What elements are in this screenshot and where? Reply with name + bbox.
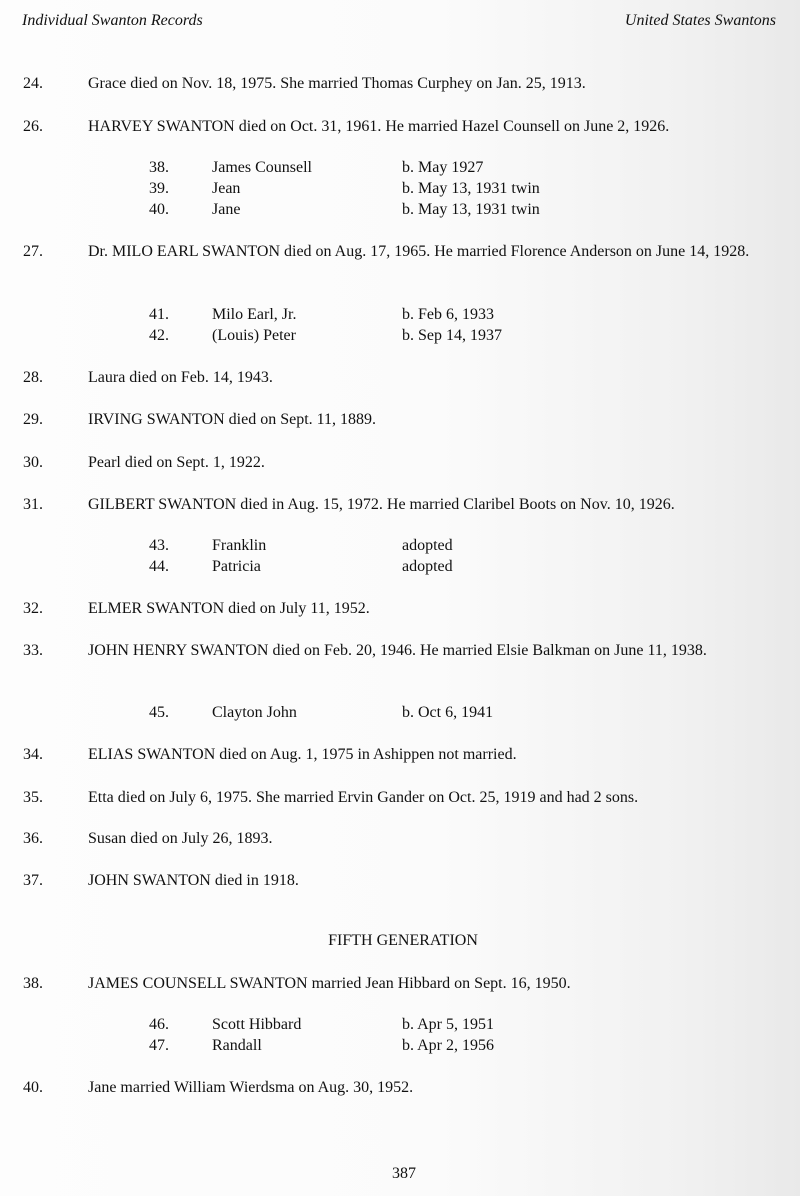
child-name: Clayton John [212,704,297,721]
record-text: Pearl died on Sept. 1, 1922. [88,454,265,471]
record-number: 26. [23,118,43,135]
record-number: 34. [23,746,43,763]
record-text: GILBERT SWANTON died in Aug. 15, 1972. He married Claribel Boots on Nov. 10, 1926. [88,496,675,513]
child-number: 45. [149,704,169,721]
record-text: Jane married William Wierdsma on Aug. 30, 1952. [88,1079,414,1096]
child-birth-info: b. Apr 2, 1956 [402,1037,494,1054]
child-birth-info: b. Oct 6, 1941 [402,704,494,721]
record-number: 30. [23,454,43,471]
record-number: 38. [23,975,43,992]
running-header-right: United States Swantons [624,12,776,29]
child-name: Patricia [212,558,261,575]
record-number: 27. [23,243,43,260]
child-birth-info: b. May 1927 [402,159,484,176]
record-text: Dr. MILO EARL SWANTON died on Aug. 17, 1965. He married Florence Anderson on June 14, 1928. [88,243,750,260]
child-number: 40. [149,201,169,218]
record-text: ELIAS SWANTON died on Aug. 1, 1975 in Ashippen not married. [88,746,517,763]
record-text: JOHN SWANTON died in 1918. [88,872,299,889]
child-number: 47. [149,1037,169,1054]
record-number: 24. [23,75,43,92]
record-text: IRVING SWANTON died on Sept. 11, 1889. [88,411,377,428]
record-number: 37. [23,872,43,889]
child-name: Scott Hibbard [212,1016,302,1033]
child-name: Milo Earl, Jr. [212,306,297,323]
child-birth-info: b. May 13, 1931 twin [402,201,540,218]
record-number: 40. [23,1079,43,1096]
child-number: 46. [149,1016,169,1033]
record-text: JOHN HENRY SWANTON died on Feb. 20, 1946. He married Elsie Balkman on June 11, 1938. [88,642,707,659]
record-text: ELMER SWANTON died on July 11, 1952. [88,600,370,617]
child-number: 43. [149,537,169,554]
child-name: Randall [212,1037,262,1054]
child-number: 39. [149,180,169,197]
child-name: Franklin [212,537,267,554]
record-text: Grace died on Nov. 18, 1975. She married Thomas Curphey on Jan. 25, 1913. [88,75,586,92]
child-birth-info: adopted [402,537,453,554]
page-number: 387 [392,1165,416,1182]
child-name: James Counsell [212,159,312,176]
section-heading: FIFTH GENERATION [328,932,478,949]
record-text: Etta died on July 6, 1975. She married Ervin Gander on Oct. 25, 1919 and had 2 sons. [88,789,639,806]
record-number: 29. [23,411,43,428]
child-birth-info: b. Apr 5, 1951 [402,1016,494,1033]
record-number: 35. [23,789,43,806]
running-header-left: Individual Swanton Records [22,12,203,29]
record-text: Susan died on July 26, 1893. [88,830,273,847]
child-birth-info: b. May 13, 1931 twin [402,180,540,197]
child-name: Jane [212,201,241,218]
child-number: 38. [149,159,169,176]
record-number: 33. [23,642,43,659]
child-name: Jean [212,180,241,197]
child-number: 42. [149,327,169,344]
child-birth-info: adopted [402,558,453,575]
record-text: JAMES COUNSELL SWANTON married Jean Hibbard on Sept. 16, 1950. [88,975,571,992]
child-birth-info: b. Sep 14, 1937 [402,327,502,344]
child-birth-info: b. Feb 6, 1933 [402,306,494,323]
record-number: 28. [23,369,43,386]
record-text: Laura died on Feb. 14, 1943. [88,369,273,386]
record-text: HARVEY SWANTON died on Oct. 31, 1961. He married Hazel Counsell on June 2, 1926. [88,118,670,135]
child-name: (Louis) Peter [212,327,296,344]
child-number: 44. [149,558,169,575]
record-number: 31. [23,496,43,513]
child-number: 41. [149,306,169,323]
record-number: 32. [23,600,43,617]
record-number: 36. [23,830,43,847]
